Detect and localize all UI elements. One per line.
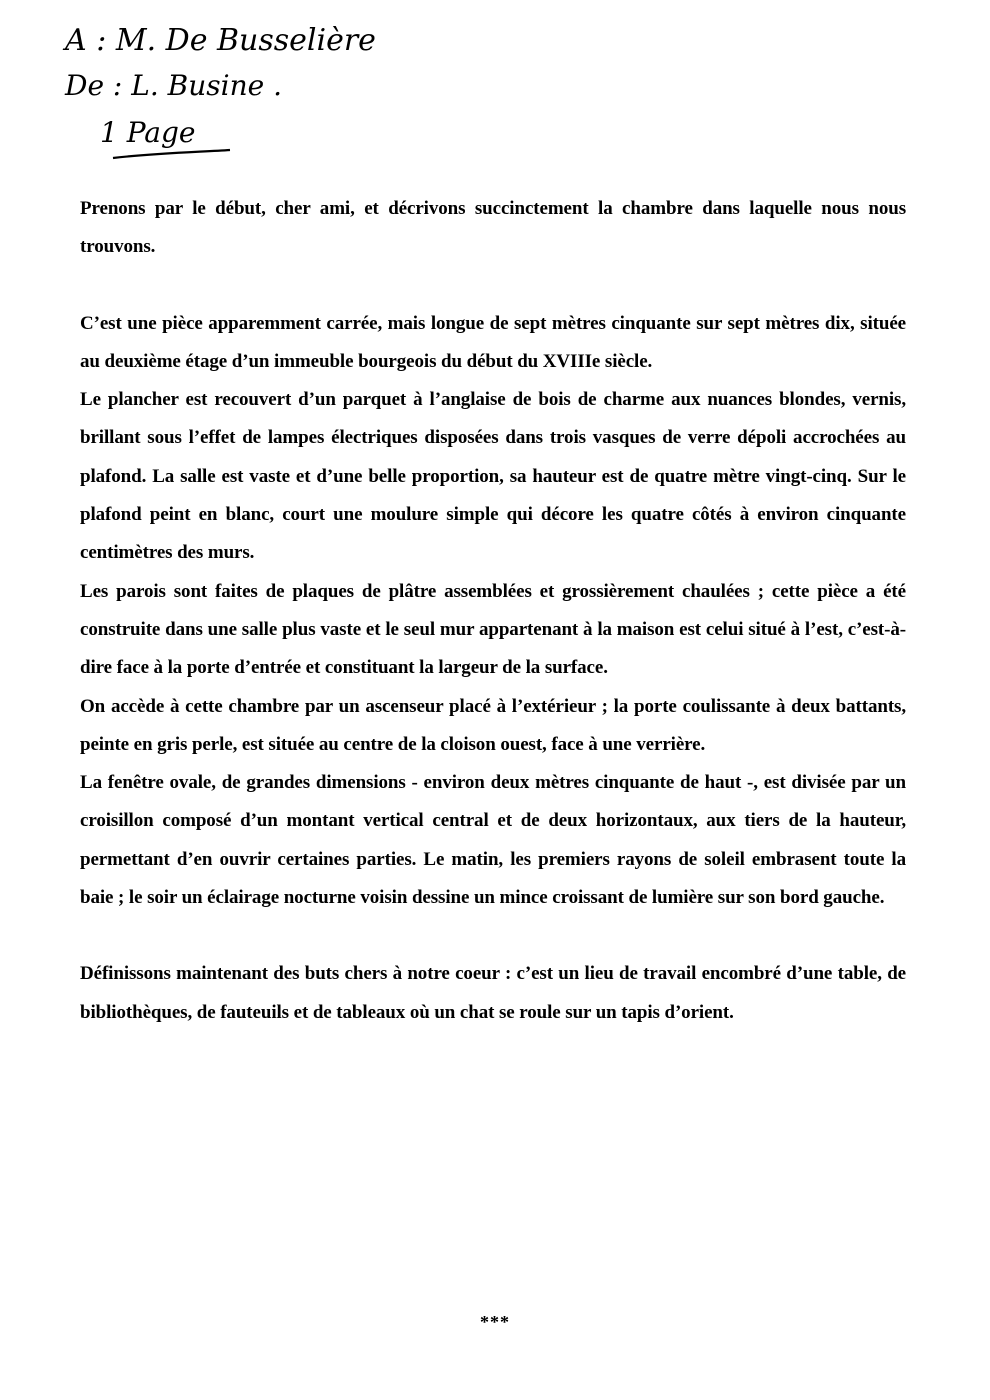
paragraph-entrance: On accède à cette chambre par un ascenseur placé à l’extérieur ; la porte coulissante à deux battants, peinte en gris perle, est située au centre de la cloison ouest, face à une verrière. bbox=[80, 695, 906, 755]
paragraph-walls: Les parois sont faites de plaques de plâtre assemblées et grossièrement chaulées ; cette pièce a été construite dans une salle plus vaste et le seul mur appartenant à la maison est celui situé à l’est, c’est-à-dire face à la porte d’entrée et constituant la largeur de la surface. bbox=[80, 580, 906, 679]
handwritten-to-line: A : M. De Busselière bbox=[65, 23, 376, 58]
paragraph-room-dimensions: C’est une pièce apparemment carrée, mais longue de sept mètres cinquante sur sept mètres dix, située au deuxième étage d’un immeuble bourgeois du début du XVIIIe siècle. bbox=[80, 312, 906, 372]
section-break: *** bbox=[480, 1312, 510, 1332]
paragraph-floor-ceiling: Le plancher est recouvert d’un parquet à l’anglaise de bois de charme aux nuances blondes, vernis, brillant sous l’effet de lampes électriques disposées dans trois vasques de verre dépoli accrochées au plafond. La salle est vaste et d’une belle proportion, sa hauteur est de quatre mètre vingt-cinq. Sur le plafond peint en blanc, court une moulure simple qui décore les quatre côtés à environ cinquante centimètres des murs. bbox=[80, 389, 906, 564]
handwritten-header bbox=[55, 10, 475, 170]
handwritten-from-line: De : L. Busine . bbox=[65, 69, 282, 102]
paragraph-window: La fenêtre ovale, de grandes dimensions - environ deux mètres cinquante de haut -, est divisée par un croisillon composé d’un montant vertical central et de deux horizontaux, aux tiers de la hauteur, permettant d’en ouvrir certaines parties. Le matin, les premiers rayons de soleil embrasent toute la baie ; le soir un éclairage nocturne voisin dessine un mince croissant de lumière sur son bord gauche. bbox=[80, 772, 906, 909]
paragraph-intro: Prenons par le début, cher ami, et décrivons succinctement la chambre dans laquelle nous nous trouvons. bbox=[80, 198, 906, 258]
handwritten-underline bbox=[113, 150, 230, 158]
paragraph-purpose: Définissons maintenant des buts chers à notre coeur : c’est un lieu de travail encombré d’une table, de bibliothèques, de fauteuils et de tableaux où un chat se roule sur un tapis d’orient. bbox=[80, 963, 906, 1023]
letter-body bbox=[80, 190, 906, 1032]
handwritten-pages-line: 1 Page bbox=[100, 116, 196, 149]
handwritten-note bbox=[55, 10, 475, 170]
